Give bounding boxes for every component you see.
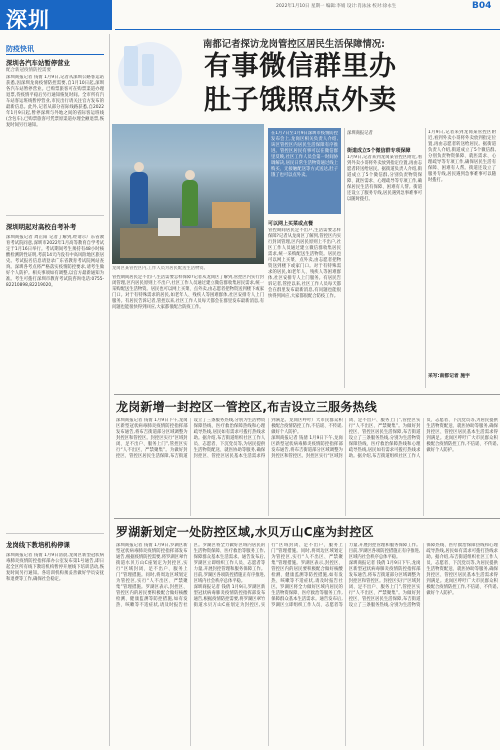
left-kicker: 防疫快讯 [6,45,34,53]
bottom-headline: 罗湖新划定一处防控区域,水贝万山C座为封控区 [116,525,374,539]
left-kicker-rule [6,54,104,55]
mid-columns [116,418,498,516]
feature-photo [112,124,264,264]
col3-body: 1月9日,记者来到龙岗某管控区附近,看到外卖小哥将外卖放到指定位置,再由志愿者转送给居民。据街道负责人介绍,街道成立了5个微信群,分别负责物资保障、就医需求、心理疏导等专项工作,确保居民生活有保障、困难有人帮。街道还设立了服务专线,居民遇到急事难事可以随时拨打。 [347,155,422,202]
section-title: 深圳 [6,8,50,32]
left-s2-title: 深圳明起对高校自考补考 [6,223,77,231]
col1-body: 管控期间居民足不出户,生活需要怎样保障?记者从龙岗区了解到,管控区内实行封闭管理,区内居民原则上不出户,社区工作人员通过建立微信群收集居民需求,统一采购配送生活物资。居民也可以网上买菜、点外卖,由志愿者把物资送到楼下或家门口。对于有特殊需求的居民,如老年人、残疾人等困难群体,社区安排专人上门服务。有居民告诉记者,管控以来,社区工作人员每天都会在群里发布最新消息,有问题也能很快得到回应,大家都很配合防疫工作。 [112,275,264,310]
bottom-body-continued: 深圳商报记者 钱倩 1月9日,罗湖区新型冠状病毒肺炎疫情防控指挥部发布通告,根据疫情防控需要,将罗湖区翠竹街道水贝万山C座划定为封控区,实行“区域封闭、足不出户、服务上门”管理措施。同时,将周边区域划定为管控区,实行“人不出区、严禁聚集”管理措施。罗湖区表示,封控区、管控区内的居民要积极配合做好核酸检测、健康监测等防控措施,如有发热、咳嗽等不适症状,请及时报告社区。罗湖区将全力做好区域内居民的生活物资保障、医疗救治等服务工作,保障群众基本生活需求。通告发布后,罗湖区立即组织工作人员、志愿者等力量,开展封控管理和服务保障工作。目前,罗湖区各项防控措施正有序推进,区域内社会秩序总体平稳。 [193,543,421,608]
bottom-columns [116,543,498,746]
col2-heading: 可以网上买菜或点餐 [268,221,314,227]
left-s1-sub: 配合新冠疫情防控需要 [6,68,51,73]
dateline: 2022年1月10日 星期一 编辑:李娟 设计:肖泳泳 校对:徐永生 [276,4,397,9]
left-s1-body: 深圳商报记者 钱倩 1月9日,记者从深圳公路客运站获悉,因深圳龙岗疫情防控需要,自1月10日起,深圳各汽车站暂停营业。已购票旅客可在购票渠道办理退票,待疫情平稳后另行通知恢复时间。全市所有汽车站客运班线暂停营业,市民出行请关注官方发布的最新信息。此外,记者从部分省际线路获悉,自2022年1月9日起,暂停深圳与外地之间的省际客运班线(含包车),已购票旅客可凭票原渠道办理全额退票,恢复时间另行通知。 [6,75,104,128]
intro-box [268,128,341,214]
header-rule [115,29,500,30]
feature-logo [114,36,192,116]
left-s3-body: 深圳商报记者 钱倩 1月9日清晨,龙岗区新型冠状病毒肺炎疫情防控指挥部办公室发布第1号通告,即日起全区所有线下教培机构暂停开展线下培训活动,恢复时间另行通知。各培训机构须妥善做好学员安抚和退费等工作,确保社会稳定。 [6,553,104,582]
mid-body-continued: 深圳商报记者 钱倩 1月9日下午,龙岗区新型冠状病毒肺炎疫情防控指挥部发布通告,将布吉街道部分区域调整为封控区和管控区。封控区实行“区域封闭、足不出户、服务上门”,管控区实行“人不出区、严禁聚集”。为做好封控区、管控区居民生活保障,布吉街道设立了三条服务热线,分别为生活物资保障热线、医疗救治保障热线和心理疏导热线,居民如有需求可拨打热线求助。据介绍,布吉街道组织社区工作人员、志愿者、下沉党员等,为居民提供生活物资配送、就医协助等服务,确保封控区、管控区居民基本生活需求得到满足。龙岗区呼吁广大市民群众积极配合疫情防控工作,不信谣、不传谣,做好个人防护。 [271,418,498,459]
col4-body: 1月9日,记者来到龙岗某管控区附近,看到外卖小哥将外卖放到指定位置,再由志愿者转送给居民。据街道负责人介绍,街道成立了5个微信群,分别负责物资保障、就医需求、心理疏导等专项工作,确保居民生活有保障、困难有人帮。街道还设立了服务专线,居民遇到急事难事可以随时拨打。 [428,130,496,183]
left-divider-2 [6,533,104,534]
reporter: 采写:南都记者 施宇 [428,374,470,379]
headline-big-2: 肚子饿照点外卖 [204,85,397,116]
headline-big-1: 有事微信群里办 [204,51,397,82]
bottom-body-continued-2: 深圳商报记者 钱倩 1月9日下午,龙岗区新型冠状病毒肺炎疫情防控指挥部发布通告,将布吉街道部分区域调整为封控区和管控区。封控区实行“区域封闭、足不出户、服务上门”,管控区实行“人不出区、严禁聚集”。为做好封控区、管控区居民生活保障,布吉街道设立了三条服务热线,分别为生活物资保障热线、医疗救治保障热线和心理疏导热线,居民如有需求可拨打热线求助。据介绍,布吉街道组织社区工作人员、志愿者、下沉党员等,为居民提供生活物资配送、就医协助等服务,确保封控区、管控区居民基本生活需求得到满足。龙岗区呼吁广大市民群众积极配合疫情防控工作,不信谣、不传谣,做好个人防护。 [348,543,498,608]
section-badge [0,0,112,30]
col3-lead: 深圳商报记者 [347,131,373,136]
intro-text: 在1月7日至1月9日深圳市疫情防控发布会上,龙岗区相关负责人介绍,该区管控区内居民生活保障有序推进。管控区居民有事可以在微信群里反映,社区工作人员会第一时间协调解决,居民日常生活物资通过线上购买、无接触配送等方式送达,肚子饿了也可以点外卖。 [271,131,338,178]
top-column-rule-1 [344,128,345,388]
page-number: B04 [472,1,492,11]
photo-caption: 龙岗区某管控区内,工作人员为居民配送生活物资。 [112,266,208,271]
col2-body: 管控期间居民足不出户,生活需要怎样保障?记者从龙岗区了解到,管控区内实行封闭管理,区内居民原则上不出户,社区工作人员通过建立微信群收集居民需求,统一采购配送生活物资。居民也可以网上买菜、点外卖,由志愿者把物资送到楼下或家门口。对于有特殊需求的居民,如老年人、残疾人等困难群体,社区安排专人上门服务。有居民告诉记者,管控以来,社区工作人员每天都会在群里发布最新消息,有问题也能很快得到回应,大家都很配合防疫工作。 [268,228,341,299]
photo-caption-strip [112,266,264,390]
top-column-rule-2 [425,128,426,388]
col3-heading: 街道成立5个微信群专项保障 [347,148,411,154]
mid-body: 深圳商报记者 钱倩 1月9日下午,龙岗区新型冠状病毒肺炎疫情防控指挥部发布通告,将布吉街道部分区域调整为封控区和管控区。封控区实行“区域封闭、足不出户、服务上门”,管控区实行“人不出区、严禁聚集”。为做好封控区、管控区居民生活保障,布吉街道设立了三条服务热线,分别为生活物资保障热线、医疗救治保障热线和心理疏导热线,居民如有需求可拨打热线求助。据介绍,布吉街道组织社区工作人员、志愿者、下沉党员等,为居民提供生活物资配送、就医协助等服务,确保封控区、管控区居民基本生活需求得到满足。龙岗区呼吁广大市民群众积极配合疫情防控工作,不信谣、不传谣,做好个人防护。 [116,418,343,459]
bottom-rule-top [114,518,500,519]
bottom-body: 深圳商报记者 钱倩 1月9日,罗湖区新型冠状病毒肺炎疫情防控指挥部发布通告,根据疫情防控需要,将罗湖区翠竹街道水贝万山C座划定为封控区,实行“区域封闭、足不出户、服务上门”管理措施。同时,将周边区域划定为管控区,实行“人不出区、严禁聚集”管理措施。罗湖区表示,封控区、管控区内的居民要积极配合做好核酸检测、健康监测等防控措施,如有发热、咳嗽等不适症状,请及时报告社区。罗湖区将全力做好区域内居民的生活物资保障、医疗救治等服务工作,保障群众基本生活需求。通告发布后,罗湖区立即组织工作人员、志愿者等力量,开展封控管理和服务保障工作。目前,罗湖区各项防控措施正有序推进,区域内社会秩序总体平稳。 [116,543,266,608]
headline-small: 南都记者探访龙岗管控区居民生活保障情况: [203,39,385,50]
left-s1-title: 深圳各汽车站暂停营业 [6,59,70,67]
left-s3-title: 龙岗线下教培机构停课 [6,541,70,549]
left-column-rule [109,34,110,746]
mid-rule-top [114,394,500,395]
left-divider-1 [6,215,104,216]
left-s2-body: 深圳商报记者 周正阳 记者了解到,经请示广东省教育考试院同意,深圳市2022年1月高等教育自学考试定于1月16日举行。考试期间考生须持有48小时核酸检测阴性证明,考前14天内没有中高风险地区旅居史。考试报名信息请登录广东省教育考试院网站查询。深圳各考点将严格落实疫情防控要求,请考生做好个人防护。相关事项如有调整,以官方最新通知为准。考生可拨打深圳市教育考试院咨询电话:0755-82210898,82219020。 [6,235,104,288]
mid-headline: 龙岗新增一封控区一管控区,布吉设立三服务热线 [116,400,377,414]
